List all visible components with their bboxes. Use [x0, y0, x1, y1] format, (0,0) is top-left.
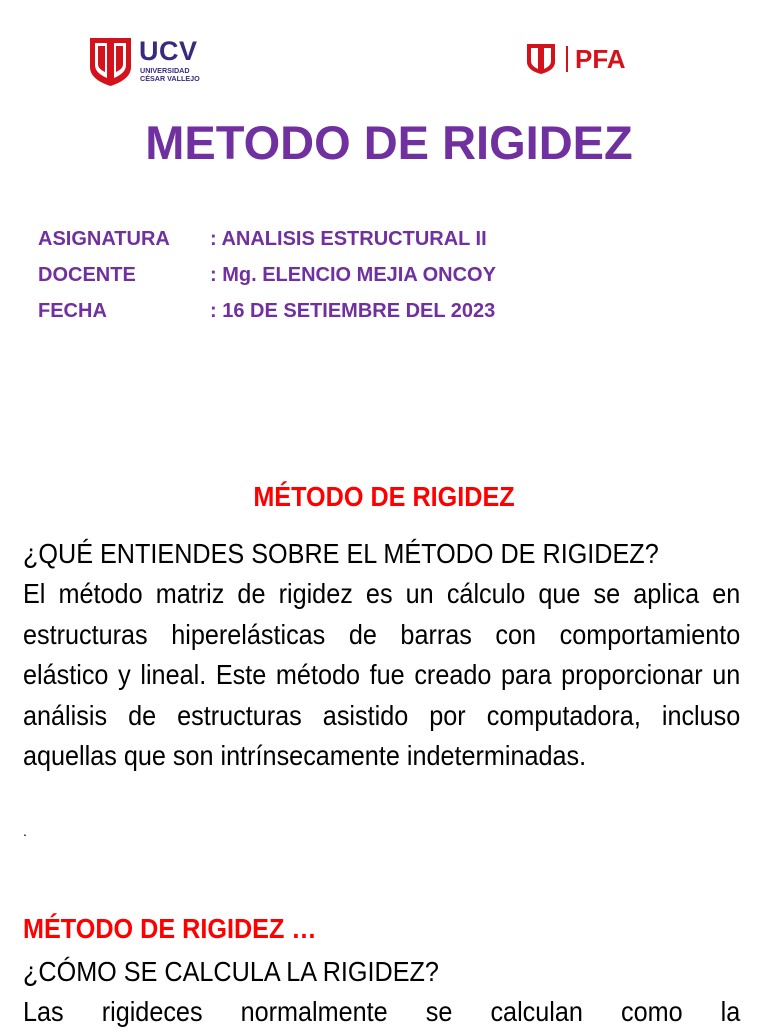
section-heading-continued: MÉTODO DE RIGIDEZ …: [23, 913, 317, 944]
pfa-name: PFA: [575, 44, 626, 74]
section-paragraph-2: Las rigideces normalmente se calculan como la: [23, 996, 741, 1027]
section-content-2: [23, 952, 740, 1033]
info-row-asignatura: [38, 223, 638, 259]
ucv-subtitle-line1: UNIVERSIDAD: [140, 66, 190, 75]
info-row-fecha: [38, 295, 638, 331]
section-content: [23, 534, 740, 777]
pfa-divider: [566, 46, 568, 72]
info-value: : Mg. ELENCIO MEJIA ONCOY: [210, 264, 496, 286]
section-heading: MÉTODO DE RIGIDEZ: [253, 481, 515, 512]
info-value: : ANALISIS ESTRUCTURAL II: [210, 228, 487, 250]
stray-mark: .: [23, 823, 27, 839]
section-question-2: ¿CÓMO SE CALCULA LA RIGIDEZ?: [23, 956, 439, 987]
info-row-docente: [38, 259, 638, 295]
ucv-name: UCV: [139, 36, 198, 66]
section-paragraph: El método matriz de rigidez es un cálculo que se aplica en estructuras hiperelásticas de barras con comportamiento elástico y lineal. Este método fue creado para proporcionar un análisis de estructuras asistido por computadora, incluso aquellas que son intrínsecamente indeterminadas.: [23, 578, 741, 771]
info-label: DOCENTE: [38, 264, 136, 286]
ucv-subtitle-line2: CÉSAR VALLEJO: [140, 74, 200, 83]
pfa-shield-icon: [527, 44, 555, 74]
section-question: ¿QUÉ ENTIENDES SOBRE EL MÉTODO DE RIGIDEZ?: [23, 538, 659, 569]
ucv-logo: [90, 38, 210, 86]
info-label: FECHA: [38, 300, 107, 322]
pfa-logo: [527, 43, 637, 75]
ucv-shield-icon: [90, 38, 131, 86]
info-value: : 16 DE SETIEMBRE DEL 2023: [210, 300, 496, 322]
info-label: ASIGNATURA: [38, 228, 170, 250]
ucv-wordmark: [139, 38, 211, 86]
course-info: [38, 223, 638, 331]
page-title: METODO DE RIGIDEZ: [145, 116, 633, 169]
